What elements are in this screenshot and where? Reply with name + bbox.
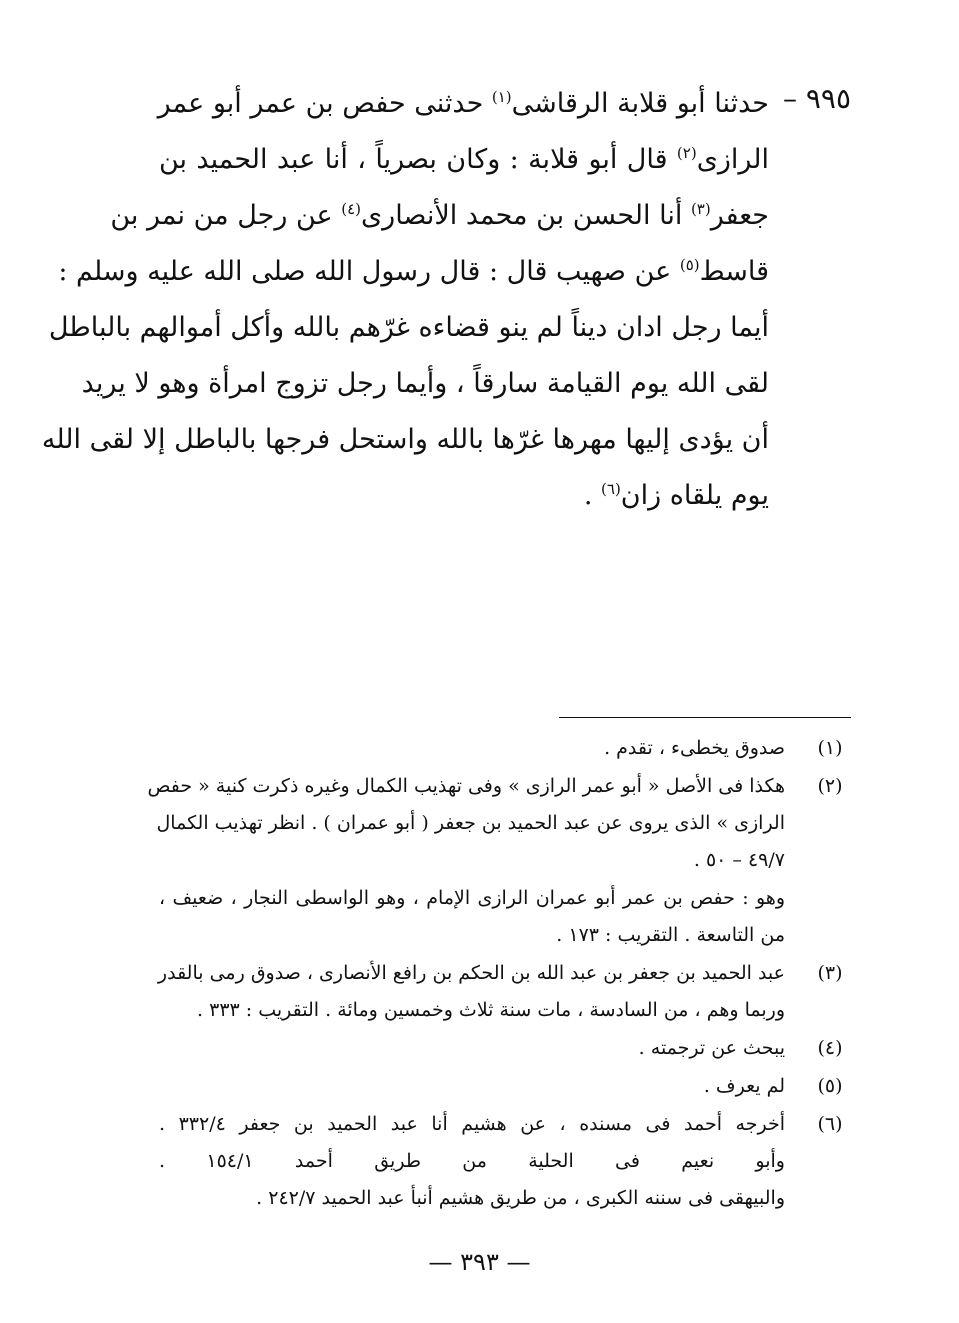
- hadith-text-segment: أن يؤدى إليها مهرها غرّها بالله واستحل فرجها بالباطل إلا لقى الله: [41, 424, 769, 455]
- footnote: [147, 768, 851, 879]
- footnote-marker: (٣): [690, 200, 711, 218]
- footnote-line: يبحث عن ترجمته .: [638, 1037, 785, 1059]
- footnote: [159, 1068, 851, 1105]
- footnote-line: الرازى » الذى يروى عن عبد الحميد بن جعفر ( أبو عمران ) . انظر تهذيب الكمال: [156, 812, 785, 834]
- footnote-line: صدوق يخطىء ، تقدم .: [604, 737, 785, 759]
- footnote-marker: (٤): [341, 200, 362, 218]
- footnote: [159, 955, 851, 1029]
- hadith-text-segment: قاسط: [699, 256, 769, 287]
- footnote-number: (٢): [817, 775, 843, 797]
- footnote-number: (١): [817, 737, 843, 759]
- hadith-line: [110, 188, 769, 244]
- footnote-line: وهو : حفص بن عمر أبو عمران الرازى الإمام ، وهو الواسطى النجار ، ضعيف ،: [159, 887, 785, 909]
- footnote-line: والبيهقى فى سننه الكبرى ، من طريق هشيم أنبأ عبد الحميد ٢٤٢/٧ .: [256, 1187, 785, 1209]
- footnote: [159, 1106, 851, 1217]
- hadith-text-segment: عن صهيب قال : قال رسول الله صلى الله عليه وسلم :: [58, 256, 680, 287]
- footnote-marker: (٢): [676, 144, 697, 162]
- hadith-text-segment: لقى الله يوم القيامة سارقاً ، وأيما رجل تزوج امرأة وهو لا يريد: [81, 368, 769, 399]
- hadith-line: [159, 76, 769, 132]
- footnote-line: عبد الحميد بن جعفر بن عبد الله بن الحكم بن رافع الأنصارى ، صدوق رمى بالقدر: [157, 962, 785, 984]
- hadith-number: ٩٩٥ –: [782, 82, 851, 115]
- hadith-line: [159, 132, 769, 188]
- hadith-line: [58, 244, 769, 300]
- footnote-marker: (٦): [601, 480, 621, 498]
- hadith-text-segment: يوم يلقاه زان: [620, 480, 769, 511]
- hadith-text-segment: حدثنا أبو قلابة الرقاشى: [511, 88, 769, 119]
- hadith-text-segment: حدثنى حفص بن عمر أبو عمر: [157, 88, 492, 119]
- footnote-number: (٦): [817, 1113, 843, 1135]
- hadith-line: [81, 356, 769, 412]
- footnote-line: وأبو نعيم فى الحلية من طريق أحمد ١٥٤/١ .: [159, 1150, 785, 1172]
- hadith-text: [41, 76, 769, 524]
- footnotes: [147, 730, 851, 1218]
- footnote-line: لم يعرف .: [703, 1075, 785, 1097]
- footnote: [159, 1030, 851, 1067]
- hadith-text-segment: الرازى: [696, 144, 769, 175]
- footnote-line: هكذا فى الأصل « أبو عمر الرازى » وفى تهذيب الكمال وغيره ذكرت كنية « حفص: [147, 775, 785, 797]
- footnote-number: (٣): [817, 962, 843, 984]
- hadith-line: [159, 468, 769, 524]
- footnote: [159, 880, 851, 954]
- hadith-text-segment: أيما رجل ادان ديناً لم ينو قضاءه غرّهم بالله وأكل أموالهم بالباطل: [48, 312, 769, 343]
- footnote-line: ٤٩/٧ – ٥٠ .: [693, 849, 785, 871]
- footnote: [159, 730, 851, 767]
- footnote-number: (٤): [817, 1037, 843, 1059]
- hadith-text-segment: جعفر: [710, 200, 769, 231]
- footnote-number: (٥): [817, 1075, 843, 1097]
- footnote-line: أخرجه أحمد فى مسنده ، عن هشيم أنا عبد الحميد بن جعفر ٣٣٢/٤ .: [159, 1113, 785, 1135]
- footnote-separator: [559, 717, 851, 718]
- hadith-text-segment: عن رجل من نمر بن: [110, 200, 342, 231]
- footnote-line: من التاسعة . التقريب : ١٧٣ .: [556, 924, 785, 946]
- hadith-text-segment: .: [583, 480, 602, 511]
- page-number: — ٣٩٣ —: [428, 1248, 531, 1276]
- footnote-line: وربما وهم ، من السادسة ، مات سنة ثلاث وخمسين ومائة . التقريب : ٣٣٣ .: [197, 999, 785, 1021]
- hadith-line: [41, 412, 769, 468]
- footnote-marker: (٥): [679, 256, 700, 274]
- hadith-text-segment: قال أبو قلابة : وكان بصرياً ، أنا عبد الحميد بن: [159, 144, 677, 175]
- footnote-marker: (١): [491, 88, 512, 106]
- hadith-line: [48, 300, 769, 356]
- hadith-text-segment: أنا الحسن بن محمد الأنصارى: [361, 200, 691, 231]
